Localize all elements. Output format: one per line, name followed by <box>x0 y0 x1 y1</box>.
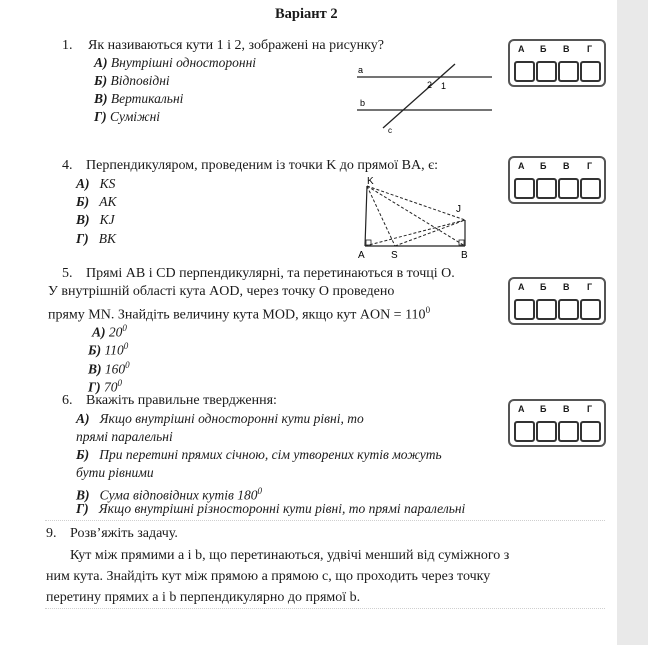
q6-option-a-line-2[interactable]: прямі паралельні <box>76 429 173 444</box>
q5-option-b[interactable]: Б) $110^0$ <box>88 341 129 358</box>
q5-option-d[interactable]: Г) $70^0$ <box>88 378 123 395</box>
answer-label-d: Г <box>587 161 593 171</box>
q9-number: 9. <box>46 526 57 541</box>
q5-answer-box <box>508 277 606 325</box>
q1-label-a: a <box>358 65 364 75</box>
answer-cell-a[interactable] <box>514 421 535 442</box>
q1-answer-box <box>508 39 606 87</box>
q4-number: 4. <box>62 158 73 173</box>
answer-label-c: В <box>563 404 570 414</box>
answer-cell-c[interactable] <box>558 421 579 442</box>
q6-option-b-line-1[interactable]: Б) При перетині прямих січною, сім утворених кутів можуть <box>76 447 442 462</box>
answer-label-c: В <box>563 161 570 171</box>
q1-number: 1. <box>62 38 73 53</box>
q4-line-SJ <box>395 220 465 246</box>
q4-option-d[interactable]: Г) BK <box>76 231 117 246</box>
q1-option-c[interactable]: В) Вертикальні <box>94 91 184 106</box>
q1-figure <box>355 62 495 136</box>
q1-option-b[interactable]: Б) Відповідні <box>94 73 170 88</box>
q9-heading: Розв’яжіть задачу. <box>70 526 178 541</box>
q9-line-1: Кут між прямими a і b, що перетинаються, удвічі менший від суміжного з <box>70 548 510 563</box>
q4-line-KB <box>367 186 465 246</box>
q4-line-KJ <box>367 186 465 220</box>
q1-label-c: c <box>388 126 392 135</box>
variant-title: Варіант 2 <box>275 6 338 22</box>
answer-label-a: А <box>518 161 525 171</box>
q1-label-angle-2: 2 <box>427 80 433 90</box>
answer-label-d: Г <box>587 44 593 54</box>
answer-cell-a[interactable] <box>514 299 535 320</box>
q4-point-A: A <box>358 250 365 260</box>
answer-label-d: Г <box>587 282 593 292</box>
answer-cell-c[interactable] <box>558 61 579 82</box>
answer-cell-c[interactable] <box>558 178 579 199</box>
divider <box>45 608 605 609</box>
q5-option-c[interactable]: В) $160^0$ <box>88 360 130 377</box>
q5-option-a[interactable]: А) $20^0$ <box>92 323 127 340</box>
answer-label-b: Б <box>540 44 547 54</box>
answer-label-d: Г <box>587 404 593 414</box>
answer-cell-b[interactable] <box>536 178 557 199</box>
answer-cell-b[interactable] <box>536 61 557 82</box>
answer-label-b: Б <box>540 404 547 414</box>
q1-label-angle-1: 1 <box>441 81 447 91</box>
page-margin-strip <box>617 0 648 645</box>
answer-label-a: А <box>518 44 525 54</box>
answer-label-c: В <box>563 44 570 54</box>
q4-point-S: S <box>391 250 398 260</box>
q6-option-b-line-2[interactable]: бути рівними <box>76 465 154 480</box>
divider <box>45 520 605 521</box>
q6-text: Вкажіть правильне твердження: <box>86 393 277 408</box>
answer-label-b: Б <box>540 161 547 171</box>
q4-option-c[interactable]: В) KJ <box>76 212 115 227</box>
q4-line-AJ <box>365 220 465 246</box>
q5-line-1: Прямі AB і CD перпендикулярні, та перетинаються в точці O. <box>86 266 455 281</box>
q9-line-3: перетину прямих a і b перпендикулярно до прямої b. <box>46 590 361 605</box>
q1-text: Як називаються кути 1 і 2, зображені на рисунку? <box>88 38 384 53</box>
q1-line-c <box>383 64 455 128</box>
q1-option-a[interactable]: А) Внутрішні односторонні <box>94 55 257 70</box>
q1-label-b: b <box>360 98 366 108</box>
q6-answer-box <box>508 399 606 447</box>
answer-cell-d[interactable] <box>580 61 601 82</box>
answer-cell-d[interactable] <box>580 421 601 442</box>
q4-answer-box <box>508 156 606 204</box>
answer-cell-d[interactable] <box>580 178 601 199</box>
q4-figure <box>355 174 485 260</box>
q4-option-a[interactable]: А) KS <box>76 176 116 191</box>
q4-point-B: B <box>461 250 468 260</box>
q5-line-3: пряму MN. Знайдіть величину кута MOD, якщо кут AON = $110^0$ <box>48 305 431 323</box>
answer-cell-c[interactable] <box>558 299 579 320</box>
answer-cell-b[interactable] <box>536 421 557 442</box>
q4-point-K: K <box>367 176 374 187</box>
answer-label-c: В <box>563 282 570 292</box>
answer-cell-a[interactable] <box>514 61 535 82</box>
q9-line-2: ним кута. Знайдіть кут між прямою a прямою c, що проходить через точку <box>46 569 491 584</box>
q6-number: 6. <box>62 393 73 408</box>
q4-point-J: J <box>456 204 461 215</box>
q6-option-a-line-1[interactable]: А) Якщо внутрішні односторонні кути рівні, то <box>76 411 364 426</box>
q1-option-d[interactable]: Г) Суміжні <box>94 109 161 124</box>
answer-cell-a[interactable] <box>514 178 535 199</box>
q6-option-d[interactable]: Г) Якщо внутрішні різносторонні кути рівні, то прямі паралельні <box>76 501 466 516</box>
q5-number: 5. <box>62 266 73 281</box>
answer-label-b: Б <box>540 282 547 292</box>
q5-line-2: У внутрішній області кута AOD, через точку O проведено <box>48 284 395 299</box>
answer-label-a: А <box>518 282 525 292</box>
q4-line-KA <box>365 186 367 246</box>
answer-cell-b[interactable] <box>536 299 557 320</box>
answer-cell-d[interactable] <box>580 299 601 320</box>
q6-option-c[interactable]: В) Сума відповідних кутів $180^0$ <box>76 486 263 503</box>
answer-label-a: А <box>518 404 525 414</box>
q4-option-b[interactable]: Б) AK <box>76 194 117 209</box>
q4-text: Перпендикуляром, проведеним із точки K до прямої BA, є: <box>86 158 438 173</box>
